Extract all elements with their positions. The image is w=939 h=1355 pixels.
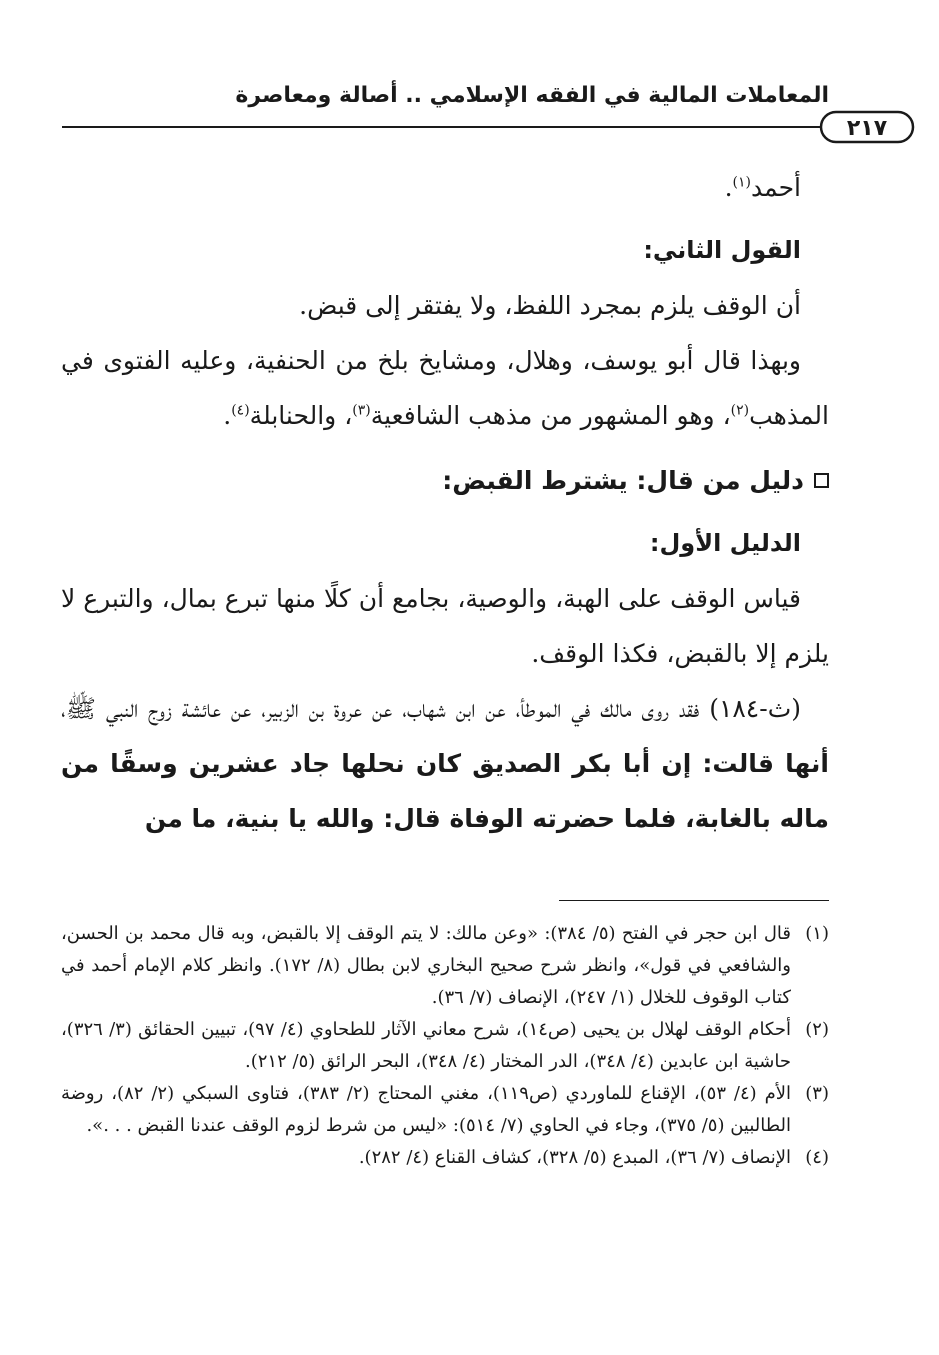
footnotes [61,918,829,1174]
page-number-badge [819,110,915,144]
footnote-ref-3: (٣) [352,402,371,419]
supporters-paragraph: وبهذا قال أبو يوسف، وهلال، ومشايخ بلخ من الحنفية، وعليه الفتوى في المذهب$^{(٢)}$، وهو المشهور من مذهب الشافعية$^{(٣)}$، والحنابلة$^{(٤)}$. [61,346,829,430]
square-bullet-icon [814,473,829,488]
footnote-4: (٤) الإنصاف (٧/ ٣٦)، المبدع (٥/ ٣٢٨)، كشاف القناع (٤/ ٢٨٢). [358,1147,829,1168]
footnote-3: (٣) الأم (٤/ ٥٣)، الإقناع للماوردي (ص١١٩)، مغني المحتاج (٢/ ٣٨٣)، فتاوى السبكي (٢/ ٨٢)، روضة الطالبين (٥/ ٣٧٥)، وجاء في الحاوي (٧/ ٥١٤): «ليس من شرط لزوم الوقف عندنا القبض . . .». [61,1083,829,1136]
second-opinion-paragraph: أن الوقف يلزم بمجرد اللفظ، ولا يفتقر إلى قبض. [299,291,801,320]
qiyas-paragraph: قياس الوقف على الهبة، والوصية، بجامع أن كلًا منها تبرع بمال، والتبرع لا يلزم إلا بالقبض، فكذا الوقف. [60,584,829,668]
ahmad-line: أحمد$^{(١)}$. [724,173,801,202]
first-evidence-heading: الدليل الأول: [649,529,801,557]
footnote-1: (١) قال ابن حجر في الفتح (٥/ ٣٨٤): «وعن مالك: لا يتم الوقف إلا بالقبض، وبه قال محمد بن الحسن، والشافعي في قول»، وانظر شرح صحيح البخاري لابن بطال (٨/ ١٧٢). وانظر كلام الإمام أحمد في كتاب الوقوف للخلال (١/ ٢٤٧)، الإنصاف (٧/ ٣٦). [61,923,829,1008]
running-header-title: المعاملات المالية في الفقه الإسلامي .. أصالة ومعاصرة [235,83,829,108]
footnote-separator [559,900,829,901]
footnote-2: (٢) أحكام الوقف لهلال بن يحيى (ص١٤)، شرح معاني الآثار للطحاوي (٤/ ٩٧)، تبيين الحقائق (٣/ ٣٢٦)، حاشية ابن عابدين (٤/ ٣٤٨)، الدر المختار (٤/ ٣٤٨)، البحر الرائق (٥/ ٢١٢). [61,1019,829,1072]
main-text [61,160,829,846]
hadith-paragraph [61,681,829,846]
second-opinion-heading: القول الثاني: [643,236,801,264]
page-number: ٢١٧ [846,116,888,141]
footnote-ref-4: (٤) [231,402,250,419]
header-rule [62,126,821,128]
hadith-text: أنها قالت: إن أبا بكر الصديق كان نحلها جاد عشرين وسقًا من ماله بالغابة، فلما حضرته الوفاة قال: والله يا بنية، ما من [61,749,829,833]
hadith-intro: (ث-١٨٤) فقد روى مالك في الموطأ، عن ابن شهاب، عن عروة بن الزبير، عن عائشة زوج النبي ﷺ، [61,694,801,723]
section-heading: دليل من قال: يشترط القبض: [61,453,829,508]
footnote-ref-1: (١) [732,174,752,191]
footnote-ref-2: (٢) [730,402,750,419]
